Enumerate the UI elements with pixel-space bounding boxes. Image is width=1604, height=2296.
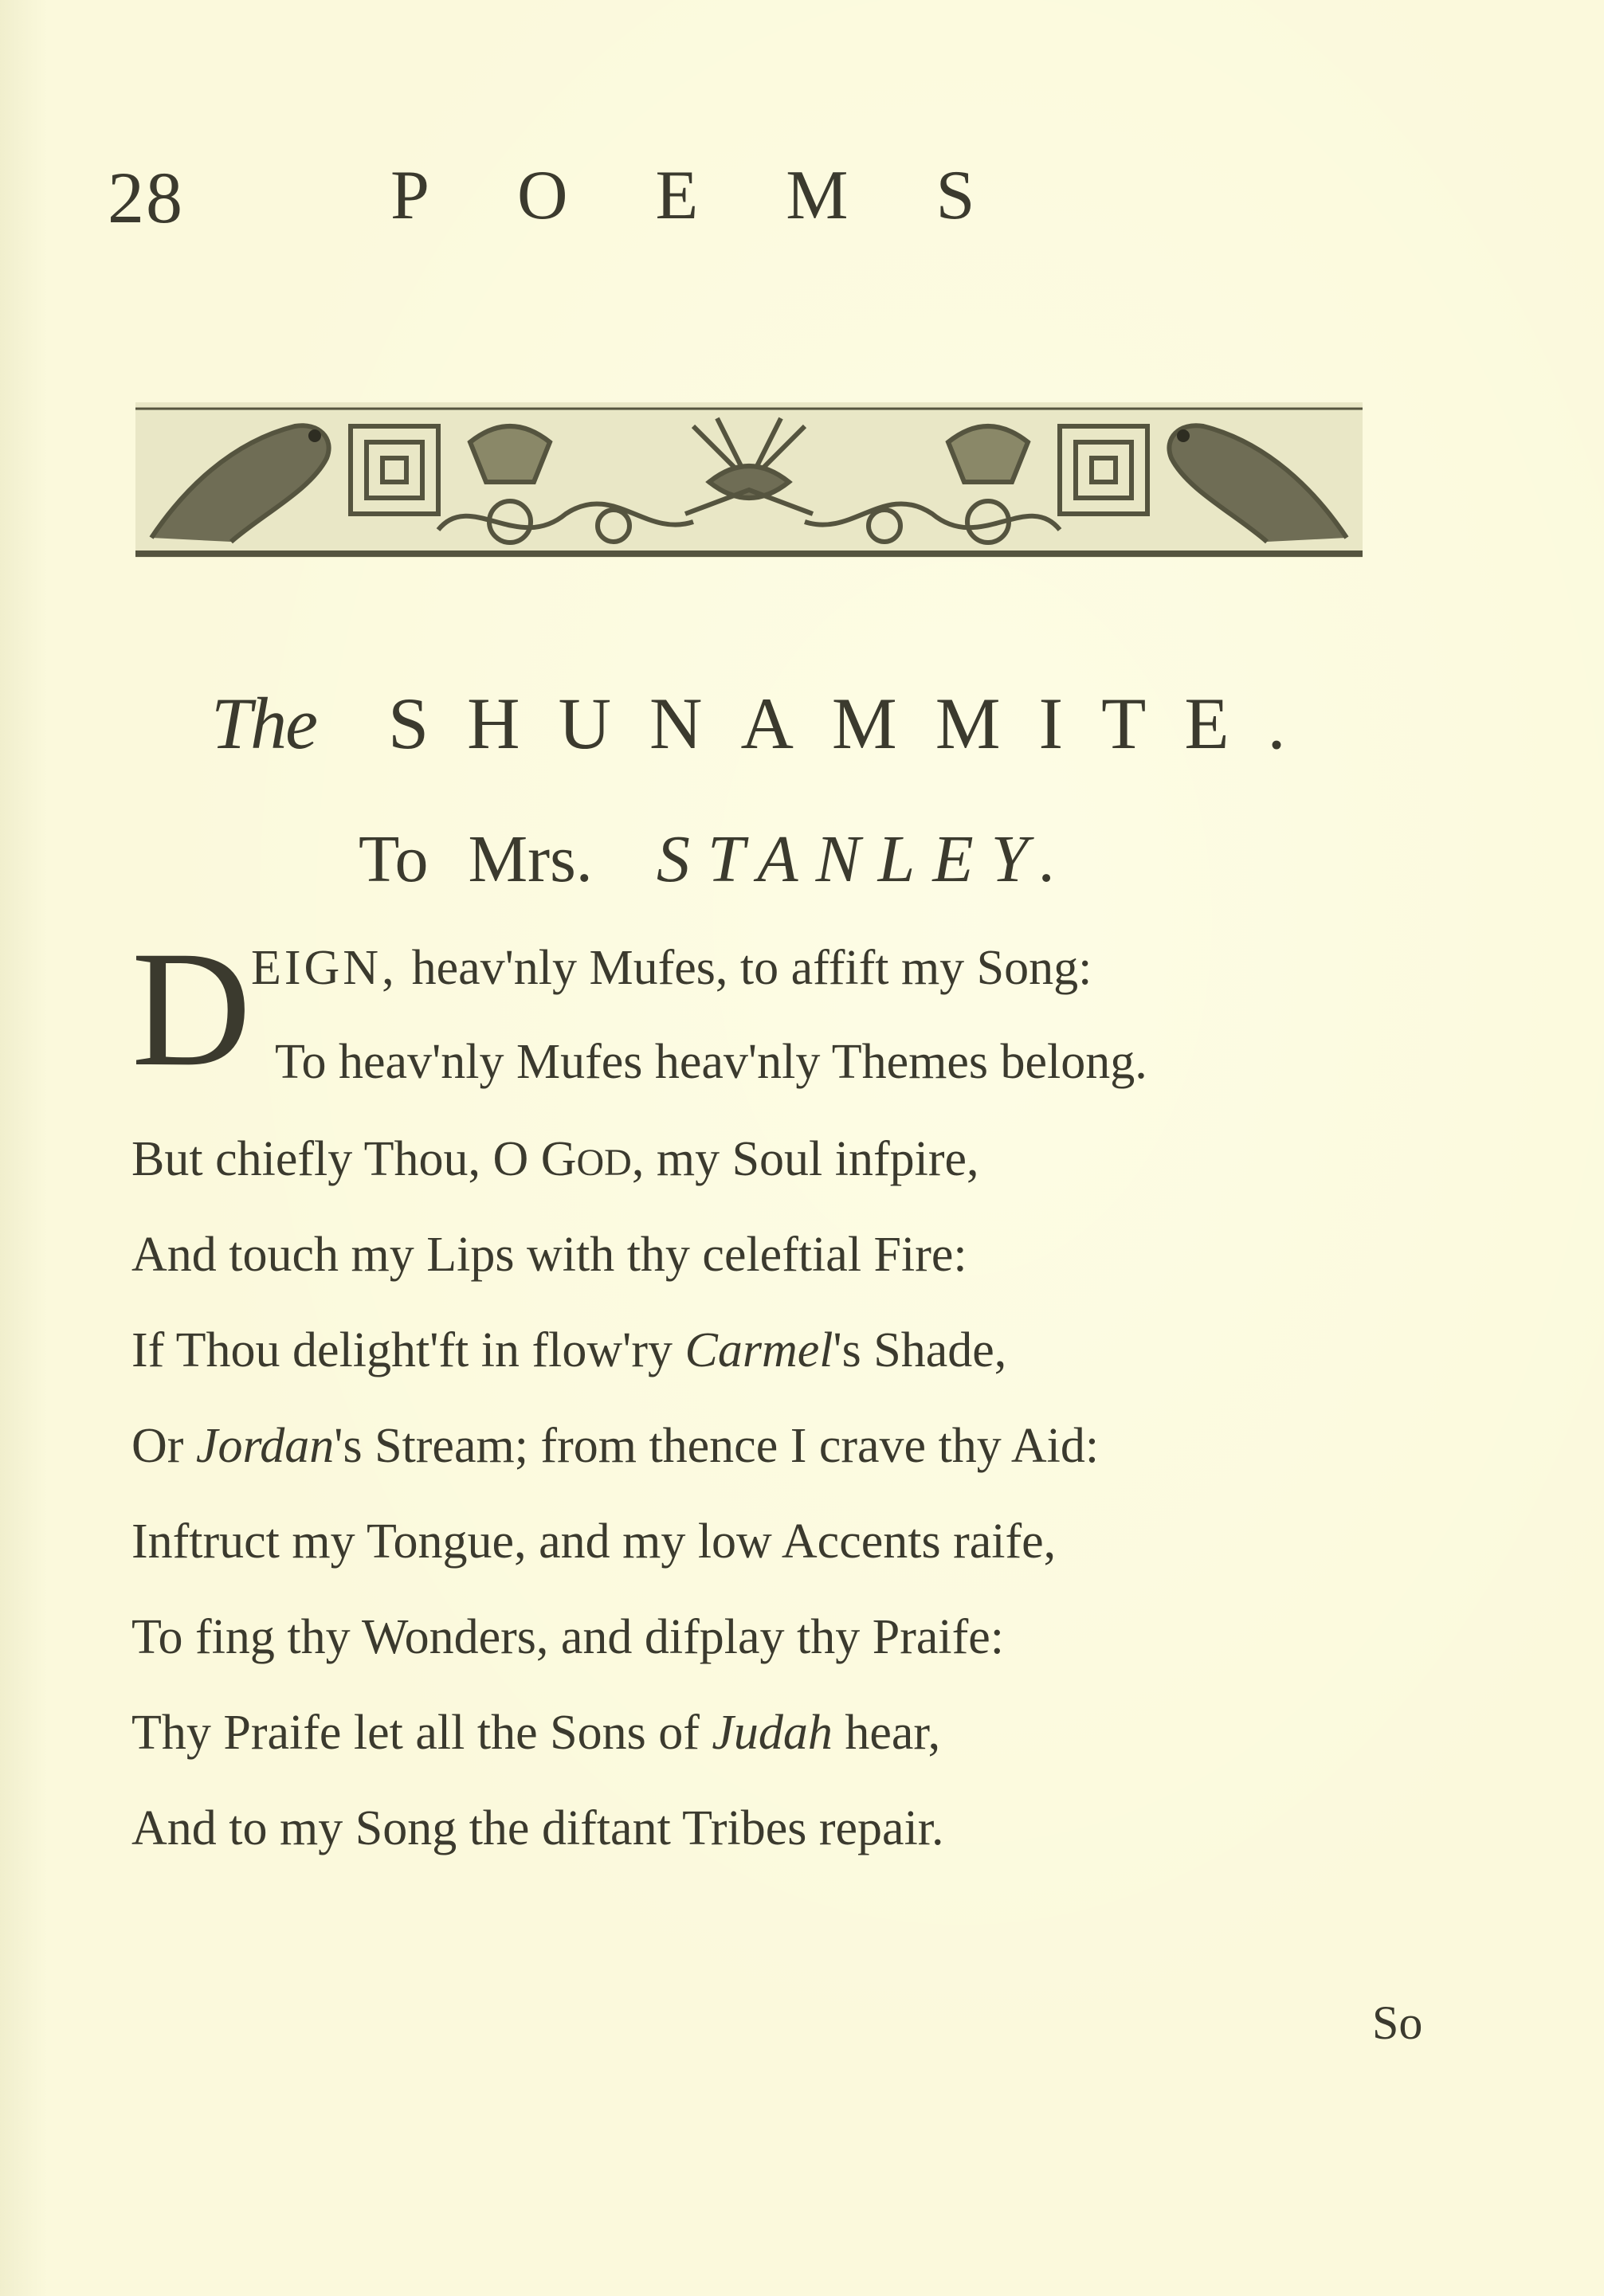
verse-line-3-part-b: , my Soul infpire, bbox=[631, 1132, 979, 1186]
verse-line-5-part-b: 's Shade, bbox=[833, 1323, 1007, 1377]
page-number: 28 bbox=[108, 157, 184, 238]
verse-line-9 bbox=[131, 1705, 940, 1761]
verse-line-3 bbox=[131, 1131, 979, 1188]
verse-line-2: To heav'nly Mufes heav'nly Themes belong. bbox=[275, 1035, 1147, 1089]
verse-line-1-capitals: EIGN, bbox=[251, 941, 398, 995]
verse-line-3-smallcaps: OD bbox=[576, 1142, 632, 1184]
catchword: So bbox=[1372, 1996, 1423, 2049]
verse-line-10: And to my Song the diftant Tribes repair. bbox=[131, 1801, 944, 1855]
verse-line-6-part-b: 's Stream; from thence I crave thy Aid: bbox=[334, 1419, 1100, 1473]
poem-title bbox=[211, 681, 1406, 766]
verse-line-4: And touch my Lips with thy celeftial Fire: bbox=[131, 1228, 967, 1282]
verse-line-5-italic: Carmel bbox=[684, 1323, 833, 1377]
verse-line-8: To fing thy Wonders, and difplay thy Praife: bbox=[131, 1610, 1004, 1664]
dedication-honorific: Mrs. bbox=[468, 822, 593, 896]
drop-cap: D bbox=[131, 917, 252, 1100]
page-header bbox=[0, 155, 1604, 251]
verse-line-1 bbox=[251, 940, 1092, 997]
verse-line-9-part-a: Thy Praife let all the Sons of bbox=[131, 1706, 712, 1760]
dedication-to: To bbox=[359, 822, 429, 896]
verse-line-3-part-a: But chiefly Thou, O G bbox=[131, 1132, 577, 1186]
verse-line-5-part-a: If Thou delight'ft in flow'ry bbox=[131, 1323, 685, 1377]
running-head: POEMS bbox=[390, 157, 1063, 234]
verse-line-1-text: heav'nly Mufes, to affift my Song: bbox=[411, 941, 1092, 995]
verse-line-6-italic: Jordan bbox=[195, 1419, 335, 1473]
title-main: SHUNAMMITE. bbox=[388, 683, 1324, 764]
verse-line-9-part-b: hear, bbox=[832, 1706, 941, 1760]
dedication-name: STANLEY. bbox=[656, 822, 1074, 896]
verse-line-7: Inftruct my Tongue, and my low Accents raife, bbox=[131, 1514, 1057, 1569]
verse-line-9-italic: Judah bbox=[712, 1706, 833, 1760]
printers-ornament-headpiece bbox=[135, 394, 1363, 566]
dedication bbox=[359, 821, 1074, 898]
verse-line-5 bbox=[131, 1322, 1006, 1379]
verse-line-6-part-a: Or bbox=[131, 1419, 196, 1473]
verse-line-6 bbox=[131, 1418, 1099, 1475]
title-article: The bbox=[211, 683, 316, 764]
